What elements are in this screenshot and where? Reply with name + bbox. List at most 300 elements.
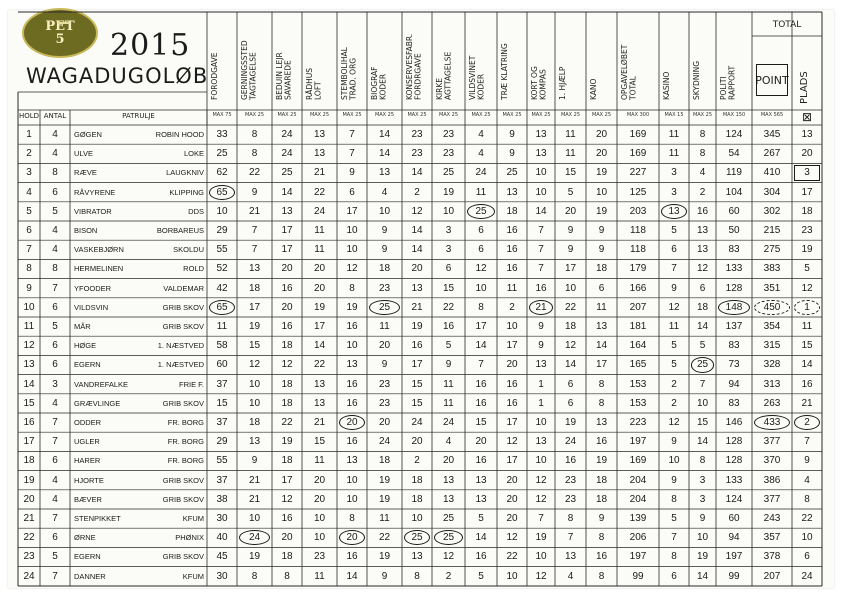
patrulje-name: BÆVER [74, 494, 102, 504]
total-point: 345 [763, 129, 781, 140]
score-cell: 10 [535, 186, 547, 198]
placement: 1 [804, 301, 810, 313]
hold-number: 9 [26, 282, 32, 294]
score-cell: 52 [216, 263, 228, 275]
score-cell: 166 [629, 282, 647, 294]
antal-count: 4 [52, 493, 58, 505]
placement: 22 [801, 513, 813, 524]
score-cell: 7 [251, 244, 258, 256]
score-cell: 8 [284, 570, 290, 582]
gruppe-name: VALDEMAR [163, 283, 204, 293]
post-max-label: MAX 150 [722, 112, 746, 118]
hold-number: 11 [23, 321, 35, 332]
score-cell: 11 [475, 186, 487, 198]
post-max-label: MAX 25 [591, 112, 612, 118]
score-cell: 12 [535, 493, 547, 505]
post-max-label: MAX 25 [471, 112, 491, 118]
score-cell: 125 [629, 186, 647, 198]
score-cell: 12 [442, 551, 455, 563]
score-cell: 12 [506, 436, 518, 448]
score-cell: 7 [671, 263, 677, 275]
score-cell: 65 [216, 301, 228, 313]
hold-number: 24 [23, 570, 35, 582]
score-cell: 19 [378, 493, 391, 505]
score-cell: 5 [478, 570, 484, 582]
score-cell: 25 [411, 532, 423, 544]
score-cell: 9 [251, 455, 258, 467]
score-cell: 2 [509, 301, 515, 313]
score-cell: 19 [595, 455, 608, 467]
score-cell: 7 [349, 129, 355, 140]
score-cell: 16 [535, 282, 547, 294]
score-cell: 14 [281, 186, 293, 198]
score-cell: 22 [378, 532, 391, 544]
score-cell: 19 [595, 167, 608, 179]
score-cell: 16 [346, 378, 358, 390]
score-cell: 20 [378, 340, 391, 352]
score-cell: 13 [535, 359, 547, 371]
score-cell: 12 [281, 359, 293, 371]
score-cell: 2 [445, 570, 452, 582]
patrulje-name: VIBRATOR [74, 206, 112, 216]
total-point: 378 [763, 551, 781, 563]
score-cell: 19 [442, 186, 455, 198]
score-cell: 8 [699, 455, 706, 467]
score-cell: 16 [411, 340, 423, 352]
score-cell: 10 [506, 570, 518, 582]
score-circle-mark [209, 185, 235, 200]
score-cell: 38 [216, 493, 228, 505]
hold-number: 2 [26, 148, 32, 160]
total-point: 354 [763, 321, 781, 332]
hold-number: 13 [23, 359, 35, 371]
score-cell: 8 [349, 513, 355, 524]
antal-header: ANTAL [43, 112, 67, 120]
score-cell: 2 [671, 378, 677, 390]
score-cell: 169 [629, 148, 647, 160]
patrulje-name: VASKEBJØRN [74, 245, 124, 255]
hold-number: 20 [23, 493, 35, 505]
score-cell: 6 [671, 244, 677, 256]
score-cell: 10 [248, 397, 261, 409]
score-cell: 7 [349, 148, 355, 160]
score-cell: 8 [414, 570, 420, 582]
score-circle-mark [718, 300, 750, 315]
gruppe-name: ROLD [183, 264, 204, 274]
score-cell: 11 [668, 321, 680, 332]
score-cell: 13 [281, 205, 293, 217]
score-cell: 30 [216, 513, 228, 524]
score-cell: 19 [281, 436, 293, 448]
placement: 16 [801, 378, 813, 390]
score-cell: 15 [442, 282, 455, 294]
score-cell: 16 [442, 321, 455, 332]
score-cell: 10 [564, 282, 577, 294]
score-cell: 10 [346, 244, 358, 256]
score-circle-mark [691, 357, 714, 372]
score-cell: 9 [567, 225, 574, 236]
score-cell: 24 [378, 436, 391, 448]
score-cell: 16 [506, 397, 518, 409]
score-cell: 10 [411, 513, 423, 524]
score-cell: 133 [725, 263, 743, 275]
score-circle-mark [467, 204, 495, 219]
score-cell: 16 [346, 397, 358, 409]
patrulje-name: HERMELINEN [74, 264, 124, 274]
score-cell: 5 [671, 340, 677, 352]
score-cell: 15 [313, 436, 326, 448]
score-cell: 13 [346, 359, 358, 371]
antal-count: 6 [52, 455, 58, 467]
score-cell: 2 [671, 397, 677, 409]
score-cell: 25 [442, 532, 455, 544]
score-cell: 7 [671, 532, 677, 544]
score-cell: 24 [281, 148, 293, 160]
score-cell: 19 [313, 301, 326, 313]
score-cell: 18 [378, 455, 391, 467]
score-cell: 23 [442, 148, 455, 160]
placement: 5 [804, 263, 810, 275]
score-cell: 15 [696, 417, 709, 428]
antal-count: 4 [52, 129, 58, 140]
total-point: 383 [763, 263, 781, 275]
patrulje-name: GRÆVLINGE [74, 398, 121, 408]
score-cell: 118 [630, 244, 646, 256]
antal-count: 8 [52, 167, 58, 179]
score-cell: 8 [671, 551, 677, 563]
hold-number: 3 [26, 167, 32, 179]
score-cell: 20 [442, 455, 455, 467]
placement: 4 [804, 474, 810, 486]
score-cell: 23 [378, 397, 391, 409]
post-header: VILDSVINET KODER [468, 55, 486, 100]
post-header: KONSERVESFABR. FORDRGAVE [405, 33, 423, 100]
score-cell: 10 [248, 378, 261, 390]
score-cell: 5 [699, 340, 706, 352]
score-cell: 13 [535, 436, 547, 448]
score-cell: 164 [629, 340, 647, 352]
score-cell: 11 [314, 244, 325, 256]
score-cell: 21 [535, 301, 547, 313]
score-cell: 19 [696, 551, 709, 563]
score-cell: 9 [598, 244, 605, 256]
score-cell: 20 [313, 282, 326, 294]
score-cell: 1 [538, 397, 544, 409]
score-cell: 20 [506, 493, 518, 505]
patrulje-name: HJORTE [74, 475, 104, 485]
post-max-label: MAX 25 [374, 112, 395, 118]
score-cell: 11 [443, 397, 454, 409]
score-cell: 10 [442, 205, 455, 217]
hold-number: 14 [23, 378, 35, 390]
score-cell: 18 [378, 263, 391, 275]
score-cell: 23 [564, 493, 577, 505]
antal-count: 6 [52, 532, 58, 544]
score-cell: 14 [378, 148, 391, 160]
score-cell: 23 [411, 129, 423, 140]
score-cell: 21 [248, 474, 261, 486]
score-cell: 3 [445, 225, 452, 236]
score-cell: 9 [699, 513, 706, 524]
post-header: FORODGAVE [210, 52, 219, 100]
score-cell: 16 [281, 282, 293, 294]
post-max-label: MAX 25 [342, 112, 362, 118]
hold-number: 10 [23, 301, 35, 313]
score-cell: 83 [728, 397, 740, 409]
score-cell: 4 [699, 167, 706, 179]
score-cell: 65 [216, 186, 228, 198]
score-cell: 128 [725, 282, 743, 294]
score-cell: 20 [506, 513, 518, 524]
score-cell: 10 [346, 225, 358, 236]
antal-count: 6 [52, 186, 58, 198]
patrulje-name: ULVE [74, 149, 94, 159]
score-cell: 5 [478, 513, 484, 524]
score-cell: 45 [216, 551, 228, 563]
score-cell: 7 [538, 225, 544, 236]
placement: 23 [801, 225, 813, 236]
score-cell: 18 [248, 417, 261, 428]
patrulje-name: GØGEN [74, 130, 102, 139]
score-cell: 17 [281, 474, 293, 486]
score-cell: 13 [696, 225, 709, 236]
score-cell: 42 [216, 282, 228, 294]
antal-count: 7 [52, 513, 58, 524]
hold-number: 5 [26, 205, 32, 217]
hold-number: 19 [23, 474, 35, 486]
score-cell: 18 [696, 301, 709, 313]
post-header: GERNINGSSTED TAGTAGELSE [240, 40, 258, 100]
score-cell: 50 [728, 225, 740, 236]
score-cell: 179 [629, 263, 647, 275]
score-cell: 94 [728, 532, 740, 544]
gruppe-name: GRIB SKOV [162, 494, 204, 504]
score-cell: 13 [442, 493, 455, 505]
score-cell: 20 [595, 129, 608, 140]
placement: 2 [804, 417, 810, 428]
post-max-label: MAX 25 [531, 112, 551, 118]
score-cell: 7 [538, 263, 544, 275]
score-cell: 37 [216, 417, 228, 428]
patrulje-name: ØRNE [74, 533, 96, 543]
score-cell: 13 [313, 148, 326, 160]
score-cell: 14 [696, 570, 709, 582]
score-cell: 13 [595, 417, 608, 428]
score-cell: 12 [535, 474, 547, 486]
score-cell: 2 [414, 455, 420, 467]
score-cell: 119 [726, 167, 742, 179]
score-cell: 5 [671, 359, 677, 371]
score-cell: 10 [535, 455, 547, 467]
score-cell: 23 [313, 551, 326, 563]
score-cell: 9 [381, 225, 388, 236]
score-cell: 15 [411, 397, 423, 409]
score-cell: 8 [598, 570, 605, 582]
score-cell: 204 [629, 493, 647, 505]
plads-cross-icon: ⊠ [801, 110, 813, 124]
score-cell: 12 [668, 301, 680, 313]
score-cell: 16 [281, 321, 293, 332]
score-cell: 14 [313, 340, 326, 352]
antal-count: 7 [52, 570, 58, 582]
post-header: 1. HJÆLP [558, 66, 567, 100]
gruppe-name: ROBIN HOOD [155, 130, 204, 139]
score-cell: 153 [629, 397, 647, 409]
score-cell: 14 [595, 340, 608, 352]
hold-number: 21 [23, 513, 35, 524]
score-cell: 22 [442, 301, 455, 313]
post-max-label: MAX 25 [692, 112, 713, 118]
score-cell: 17 [411, 359, 423, 371]
total-point: 304 [763, 186, 781, 198]
score-cell: 10 [535, 417, 547, 428]
point-header: POINT [755, 74, 789, 87]
score-cell: 13 [564, 551, 577, 563]
score-cell: 9 [671, 436, 677, 448]
score-cell: 18 [281, 455, 293, 467]
score-cell: 13 [442, 474, 455, 486]
score-cell: 25 [506, 167, 518, 179]
score-cell: 6 [699, 282, 706, 294]
score-cell: 16 [475, 551, 487, 563]
score-cell: 22 [281, 417, 293, 428]
score-cell: 5 [445, 340, 452, 352]
score-cell: 11 [565, 148, 576, 160]
score-cell: 19 [248, 321, 261, 332]
score-cell: 19 [535, 532, 547, 544]
score-cell: 21 [313, 167, 326, 179]
placement: 7 [804, 436, 810, 448]
score-cell: 60 [728, 513, 740, 524]
score-cell: 16 [595, 436, 608, 448]
score-cell: 10 [506, 321, 518, 332]
score-cell: 13 [475, 474, 487, 486]
score-cell: 227 [629, 167, 647, 179]
score-cell: 9 [509, 129, 515, 140]
score-cell: 55 [216, 455, 228, 467]
score-cell: 10 [696, 532, 709, 544]
score-cell: 10 [216, 205, 228, 217]
score-cell: 10 [378, 205, 391, 217]
placement: 9 [804, 455, 810, 467]
score-cell: 21 [248, 493, 261, 505]
score-cell: 12 [535, 570, 547, 582]
post-header: KIRKE AGTTAGELSE [435, 51, 453, 100]
total-max-label: MAX 565 [760, 112, 784, 118]
patrulje-name: EGERN [74, 552, 101, 562]
score-cell: 128 [725, 455, 743, 467]
total-point: 315 [763, 340, 781, 352]
score-cell: 7 [478, 359, 484, 371]
score-cell: 14 [411, 225, 423, 236]
score-cell: 18 [411, 493, 423, 505]
total-point: 357 [763, 532, 781, 544]
score-cell: 37 [216, 474, 228, 486]
score-cell: 13 [313, 378, 326, 390]
score-cell: 11 [668, 148, 680, 160]
score-cell: 17 [595, 359, 608, 371]
score-cell: 25 [216, 148, 228, 160]
score-cell: 4 [478, 148, 484, 160]
total-point: 377 [763, 493, 781, 505]
score-cell: 14 [475, 340, 487, 352]
score-cell: 10 [475, 282, 487, 294]
hold-number: 12 [23, 340, 35, 352]
score-cell: 24 [248, 532, 261, 544]
placement: 3 [804, 167, 810, 179]
total-header: TOTAL [772, 20, 802, 30]
score-cell: 24 [475, 167, 487, 179]
score-cell: 14 [411, 244, 423, 256]
score-cell: 12 [346, 263, 358, 275]
hold-number: 7 [26, 244, 32, 256]
score-cell: 181 [629, 321, 647, 332]
score-cell: 133 [725, 474, 743, 486]
score-cell: 25 [442, 513, 455, 524]
score-cell: 12 [564, 340, 577, 352]
total-point: 450 [763, 301, 781, 313]
total-point: 243 [763, 513, 781, 524]
score-cell: 7 [567, 532, 574, 544]
post-header: BIOGRAF KODER [370, 66, 388, 100]
score-cell: 6 [445, 263, 452, 275]
score-cell: 22 [506, 551, 518, 563]
score-cell: 12 [281, 493, 293, 505]
placement: 15 [801, 340, 813, 352]
score-cell: 11 [443, 378, 454, 390]
score-cell: 20 [346, 417, 358, 428]
post-max-label: MAX 25 [277, 112, 297, 118]
antal-count: 4 [52, 225, 58, 236]
score-cell: 60 [216, 359, 228, 371]
patrulje-name: STENPIKKET [74, 514, 121, 523]
gruppe-name: KFUM [182, 571, 204, 581]
antal-count: 6 [52, 359, 58, 371]
score-cell: 9 [381, 570, 388, 582]
score-cell: 16 [346, 436, 358, 448]
score-cell: 17 [564, 263, 577, 275]
score-circle-mark [794, 165, 820, 180]
score-cell: 2 [699, 186, 706, 198]
score-cell: 11 [314, 570, 325, 582]
score-cell: 2 [414, 186, 420, 198]
post-max-label: MAX 25 [407, 112, 427, 118]
placement: 6 [804, 551, 810, 563]
score-cell: 16 [281, 513, 293, 524]
score-cell: 16 [506, 378, 518, 390]
score-cell: 13 [506, 186, 518, 198]
score-cell: 10 [668, 455, 680, 467]
score-cell: 11 [216, 321, 228, 332]
score-cell: 22 [564, 301, 577, 313]
score-cell: 10 [696, 397, 709, 409]
score-cell: 62 [216, 167, 228, 179]
placement: 20 [801, 148, 813, 160]
score-cell: 16 [475, 397, 487, 409]
score-cell: 10 [346, 474, 358, 486]
score-cell: 10 [313, 513, 326, 524]
score-cell: 223 [629, 417, 647, 428]
score-cell: 18 [281, 378, 293, 390]
placement: 18 [801, 205, 813, 217]
score-cell: 17 [248, 301, 261, 313]
page-title-year: 2015 [110, 28, 191, 63]
patrulje-name: VANDREFALKE [74, 379, 129, 389]
score-cell: 8 [671, 493, 677, 505]
hold-number: 17 [23, 436, 35, 448]
score-cell: 16 [506, 263, 518, 275]
score-cell: 20 [281, 301, 293, 313]
